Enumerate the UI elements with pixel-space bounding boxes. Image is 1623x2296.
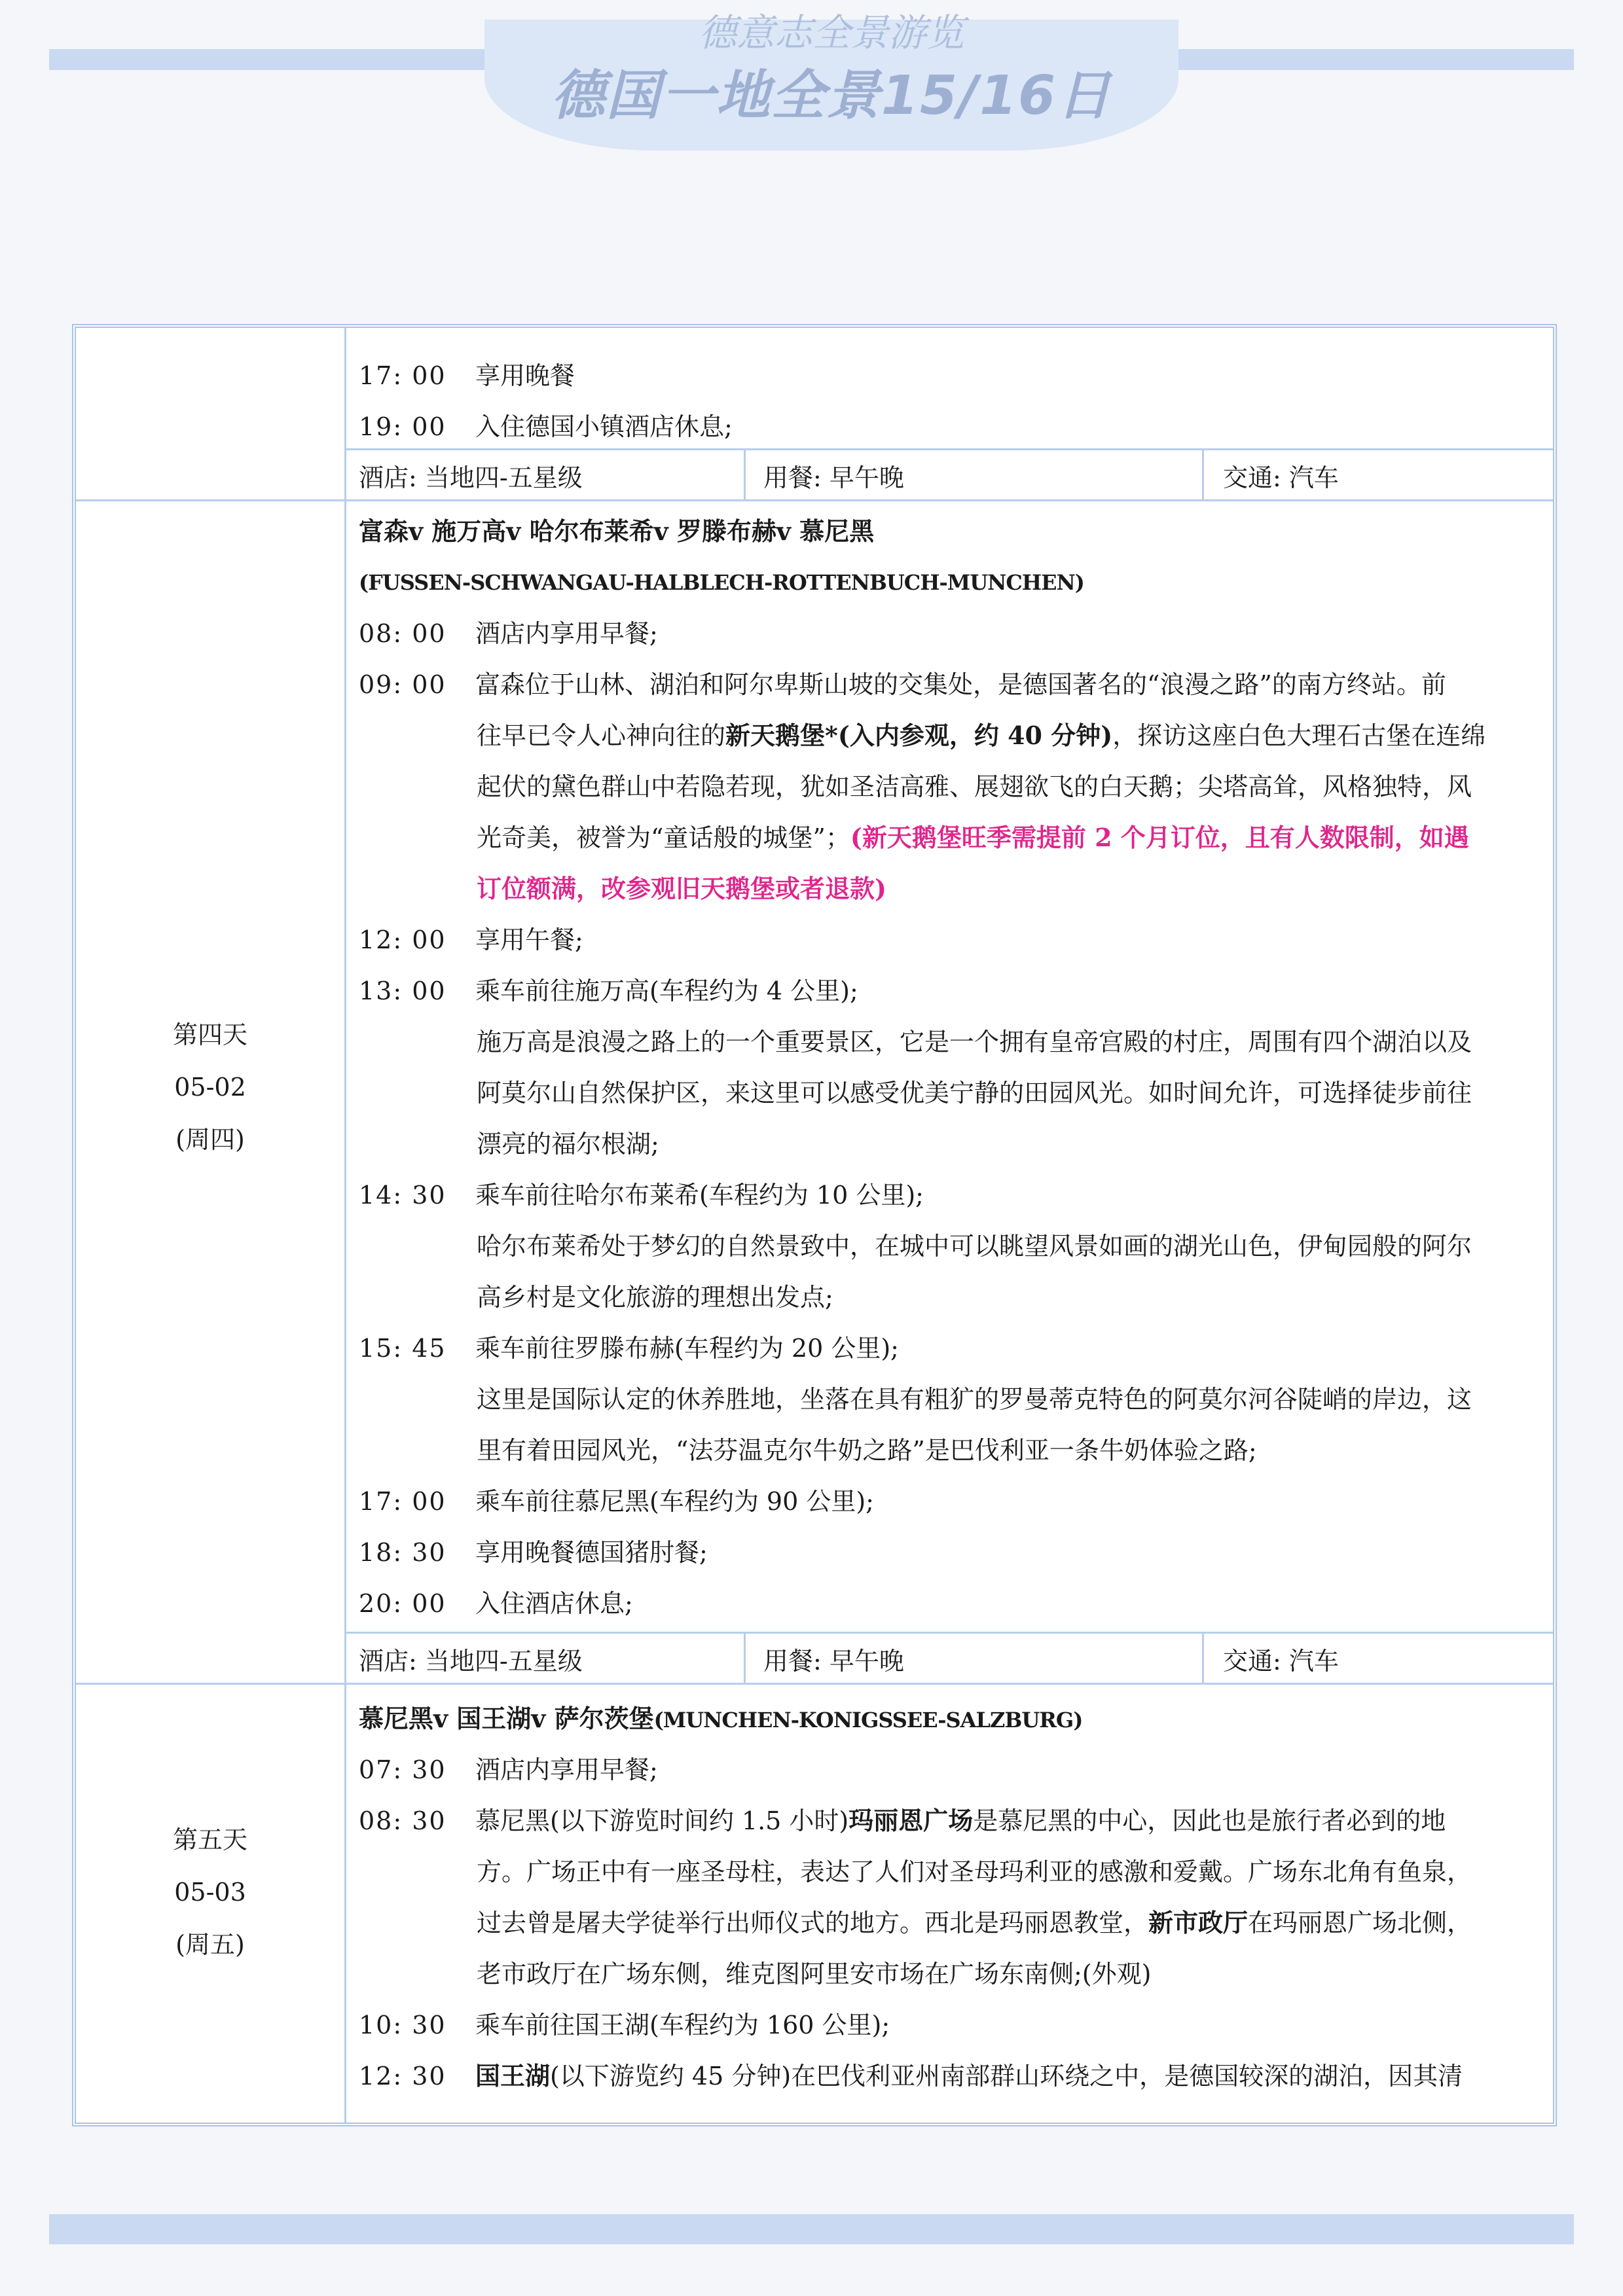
day5-line-marienplatz-desc3: 老市政厅在广场东侧，维克图阿里安市场在广场东南侧;(外观) <box>477 1960 1152 1988</box>
day4-hotel-info: 酒店: 当地四-五星级 <box>359 1647 583 1676</box>
booking-warning-cont: 订位额满，改参观旧天鹅堡或者退款) <box>477 874 886 903</box>
row-divider <box>346 1632 1553 1634</box>
day3-line-dinner: 17: 00 享用晚餐 <box>359 361 575 390</box>
day4-line-neuschwanstein: 往早已令人心神向往的新天鹅堡*(入内参观，约 40 分钟)，探访这座白色大理石古堡在连绵 <box>477 721 1486 750</box>
marienplatz-highlight: 玛丽恩广场 <box>848 1806 974 1835</box>
neuschwanstein-highlight: 新天鹅堡*(入内参观，约 40 分钟) <box>725 721 1113 750</box>
day5-line-munich: 08: 30 慕尼黑(以下游览时间约 1.5 小时)玛丽恩广场是慕尼黑的中心，因此也是旅行者必到的地 <box>359 1806 1446 1835</box>
day4-route-en: (FUSSEN-SCHWANGAU-HALBLECH-ROTTENBUCH-MUNCHEN) <box>359 570 1084 595</box>
day4-line-lunch: 12: 00 享用午餐; <box>359 925 583 954</box>
cell-divider <box>744 1634 746 1685</box>
cell-divider <box>744 450 746 501</box>
day4-transport-info: 交通: 汽车 <box>1223 1647 1339 1676</box>
new-town-hall-highlight: 新市政厅 <box>1148 1908 1249 1937</box>
day5-line-konigssee: 10: 30 乘车前往国王湖(车程约为 160 公里); <box>359 2011 890 2039</box>
day5-line-marienplatz-desc2: 过去曾是屠夫学徒举行出师仪式的地方。西北是玛丽恩教堂，新市政厅在玛丽恩广场北侧， <box>477 1908 1472 1937</box>
day5-route-title: 慕尼黑v 国王湖v 萨尔茨堡(MUNCHEN-KONIGSSEE-SALZBURG) <box>359 1704 1083 1733</box>
day4-date: 05-02 <box>174 1073 246 1102</box>
day5-weekday: (周五) <box>175 1930 245 1959</box>
day3-line-hotel: 19: 00 入住德国小镇酒店休息; <box>359 412 733 441</box>
day4-line-rottenbuch-desc2: 里有着田园风光，“法芬温克尔牛奶之路”是巴伐利亚一条牛奶体验之路; <box>477 1436 1257 1465</box>
day-divider <box>76 1683 1553 1685</box>
day4-line-castle-desc: 起伏的黛色群山中若隐若现，犹如圣洁高雅、展翅欲飞的白天鹅；尖塔高耸，风格独特，风 <box>477 772 1472 801</box>
day4-line-halblech: 14: 30 乘车前往哈尔布莱希(车程约为 10 公里); <box>359 1181 924 1210</box>
day4-line-dinner: 18: 30 享用晚餐德国猪肘餐; <box>359 1538 708 1567</box>
day4-line-schwangau: 13: 00 乘车前往施万高(车程约为 4 公里); <box>359 977 858 1005</box>
day4-line-rottenbuch-desc1: 这里是国际认定的休养胜地，坐落在具有粗犷的罗曼蒂克特色的阿莫尔河谷陡峭的岸边，这 <box>477 1385 1472 1414</box>
cell-divider <box>1202 450 1204 501</box>
day4-line-rottenbuch: 15: 45 乘车前往罗滕布赫(车程约为 20 公里); <box>359 1334 899 1363</box>
day4-weekday: (周四) <box>175 1125 245 1154</box>
day5-line-marienplatz-desc1: 方。广场正中有一座圣母柱，表达了人们对圣母玛利亚的感激和爱戴。广场东北角有鱼泉， <box>477 1857 1472 1886</box>
day4-line-schwangau-desc1: 施万高是浪漫之路上的一个重要景区，它是一个拥有皇帝宫殿的村庄，周围有四个湖泊以及 <box>477 1028 1472 1056</box>
booking-warning: (新天鹅堡旺季需提前 2 个月订位，且有人数限制，如遇 <box>850 823 1469 852</box>
day4-line-halblech-desc2: 高乡村是文化旅游的理想出发点; <box>477 1283 833 1312</box>
day5-label: 第五天 <box>172 1825 247 1854</box>
day4-line-castle-note: 光奇美，被誉为“童话般的城堡”；(新天鹅堡旺季需提前 2 个月订位，且有人数限制，如遇 <box>477 823 1469 852</box>
day5-line-konigssee-desc: 12: 30 国王湖(以下游览约 45 分钟)在巴伐利亚州南部群山环绕之中，是德国较深的湖泊，因其清 <box>359 2061 1463 2090</box>
footer-band <box>49 2214 1574 2244</box>
cell-divider <box>1202 1634 1204 1685</box>
day4-route-title: 富森v 施万高v 哈尔布莱希v 罗滕布赫v 慕尼黑 <box>359 516 875 546</box>
day4-label: 第四天 <box>172 1020 247 1049</box>
day4-line-breakfast: 08: 00 酒店内享用早餐; <box>359 619 658 648</box>
day3-hotel-info: 酒店: 当地四-五星级 <box>359 463 583 492</box>
row-divider <box>346 448 1553 450</box>
column-divider <box>344 328 346 2123</box>
day4-line-fussen: 09: 00 富森位于山林、湖泊和阿尔卑斯山坡的交集处，是德国著名的“浪漫之路”的南方终站。前 <box>359 670 1446 699</box>
header-subtitle: 德意志全景游览 <box>698 13 964 52</box>
day-divider <box>76 499 1553 501</box>
day3-meals-info: 用餐: 早午晚 <box>763 463 904 492</box>
day4-line-halblech-desc1: 哈尔布莱希处于梦幻的自然景致中，在城中可以眺望风景如画的湖光山色，伊甸园般的阿尔 <box>477 1232 1472 1261</box>
day5-line-breakfast: 07: 30 酒店内享用早餐; <box>359 1755 658 1784</box>
itinerary-table <box>72 324 1557 2126</box>
day4-meals-info: 用餐: 早午晚 <box>763 1647 904 1676</box>
page-title: 德国一地全景15/16日 <box>551 65 1112 127</box>
konigssee-highlight: 国王湖 <box>475 2061 551 2090</box>
day3-transport-info: 交通: 汽车 <box>1223 463 1339 492</box>
day4-line-hotel: 20: 00 入住酒店休息; <box>359 1589 633 1618</box>
day4-line-schwangau-desc2: 阿莫尔山自然保护区，来这里可以感受优美宁静的田园风光。如时间允许，可选择徒步前往 <box>477 1079 1472 1107</box>
day4-line-munich: 17: 00 乘车前往慕尼黑(车程约为 90 公里); <box>359 1487 874 1516</box>
day5-date: 05-03 <box>174 1878 246 1907</box>
day4-line-schwangau-desc3: 漂亮的福尔根湖; <box>477 1130 659 1158</box>
